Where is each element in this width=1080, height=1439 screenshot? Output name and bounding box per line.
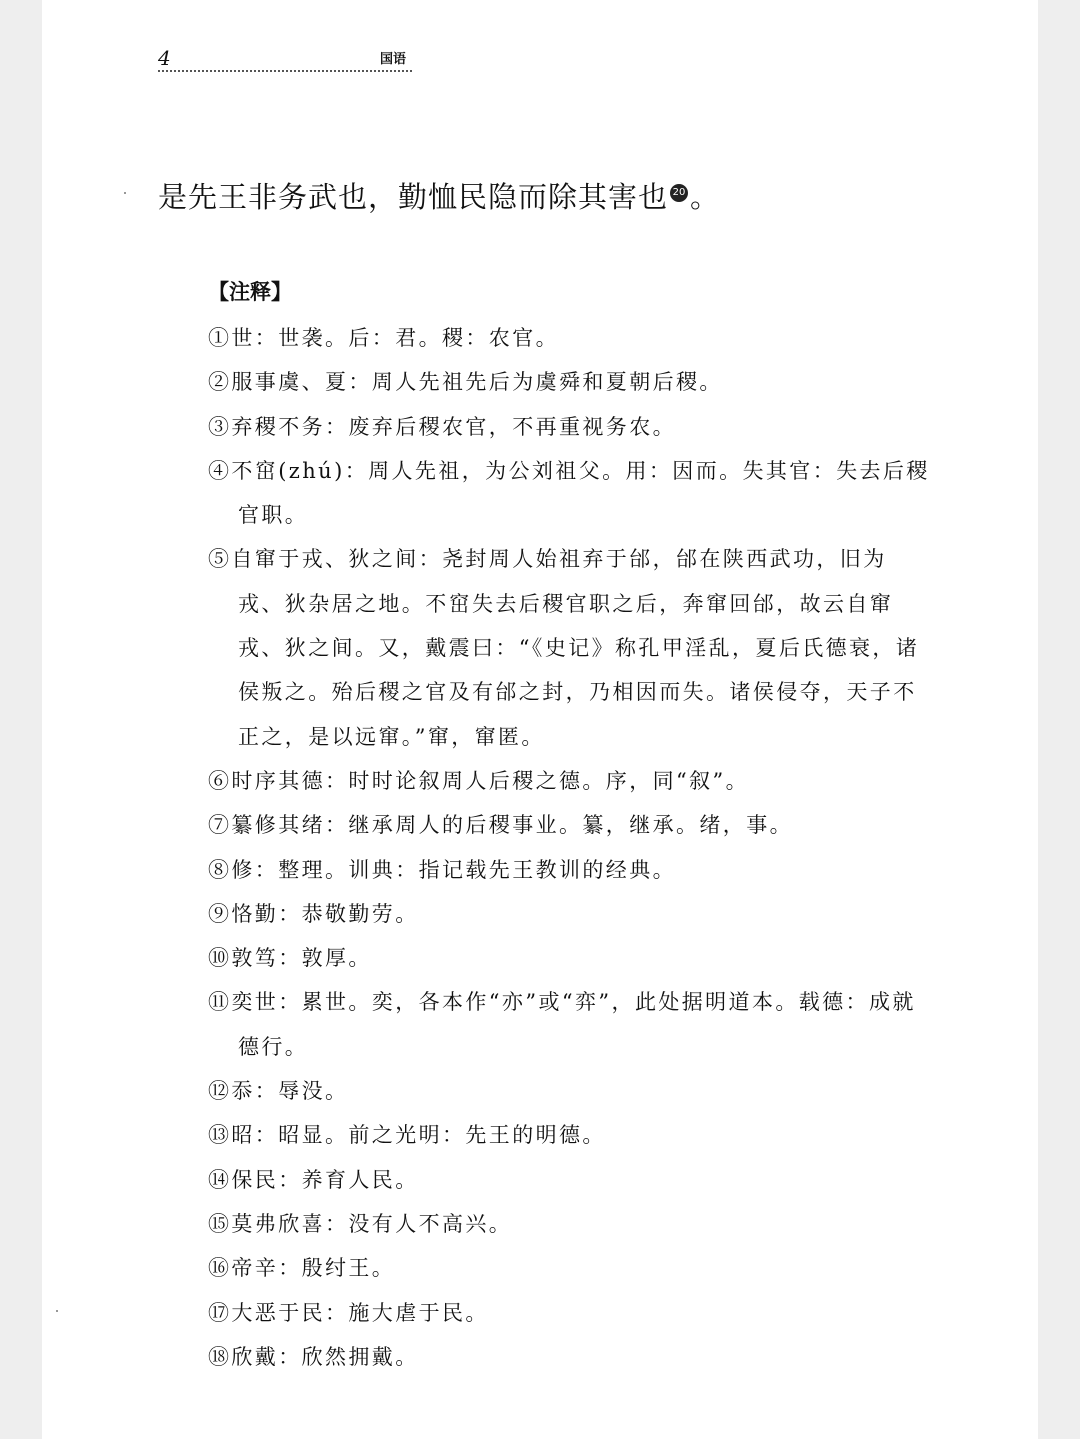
note-item: ⑬昭：昭显。前之光明：先王的明德。 [208,1123,606,1148]
note-item: ⑰大恶于民：施大虐于民。 [208,1300,489,1325]
scan-speck [56,1310,58,1312]
note-item: ⑦纂修其绪：继承周人的后稷事业。纂，继承。绪，事。 [208,813,793,838]
note-item: ⑯帝辛：殷纣王。 [208,1256,396,1281]
note-item: ⑮莫弗欣喜：没有人不高兴。 [208,1211,513,1236]
header-rule [158,70,412,72]
note-item: ⑧修：整理。训典：指记载先王教训的经典。 [208,857,676,882]
note-item: ④不窋(zhú)：周人先祖，为公刘祖父。用：因而。失其官：失去后稷官职。 [208,458,930,528]
page-number: 4 [158,46,171,70]
page-header [158,44,412,74]
note-item: ②服事虞、夏：周人先祖先后为虞舜和夏朝后稷。 [208,370,723,395]
note-item: ⑨恪勤：恭敬勤劳。 [208,901,419,926]
note-list [208,316,932,1379]
note-item: ⑭保民：养育人民。 [208,1167,419,1192]
running-title: 国语 [380,52,407,67]
main-text [158,172,958,222]
note-item: ⑩敦笃：敦厚。 [208,946,372,971]
note-item: ⑱欣戴：欣然拥戴。 [208,1344,419,1369]
note-item: ⑤自窜于戎、狄之间：尧封周人始祖弃于邰，邰在陕西武功，旧为戎、狄杂居之地。不窋失去后稷官职之后，奔窜回邰，故云自窜戎、狄之间。又，戴震曰：“《史记》称孔甲淫乱，夏后氏德衰，诸侯叛之。殆后稷之官及有邰之封，乃相因而失。诸侯侵夺，天子不正之，是以远窜。”窜，窜匿。 [208,547,920,749]
footnote-ref-20: 20 [670,184,688,202]
note-item: ⑥时序其德：时时论叙周人后稷之德。序，同“叙”。 [208,768,750,793]
main-text-end: 。 [690,180,721,214]
notes-heading: 【注释】 [208,280,292,304]
note-item: ①世：世袭。后：君。稷：农官。 [208,326,559,350]
note-item: ③弃稷不务：废弃后稷农官，不再重视务农。 [208,414,676,439]
scan-speck [124,192,126,194]
note-item: ⑫忝：辱没。 [208,1079,349,1104]
note-item: ⑪奕世：累世。奕，各本作“亦”或“弈”，此处据明道本。载德：成就德行。 [208,990,916,1059]
main-text-body: 是先王非务武也，勤恤民隐而除其害也 [158,180,669,214]
notes-section [208,272,932,1379]
